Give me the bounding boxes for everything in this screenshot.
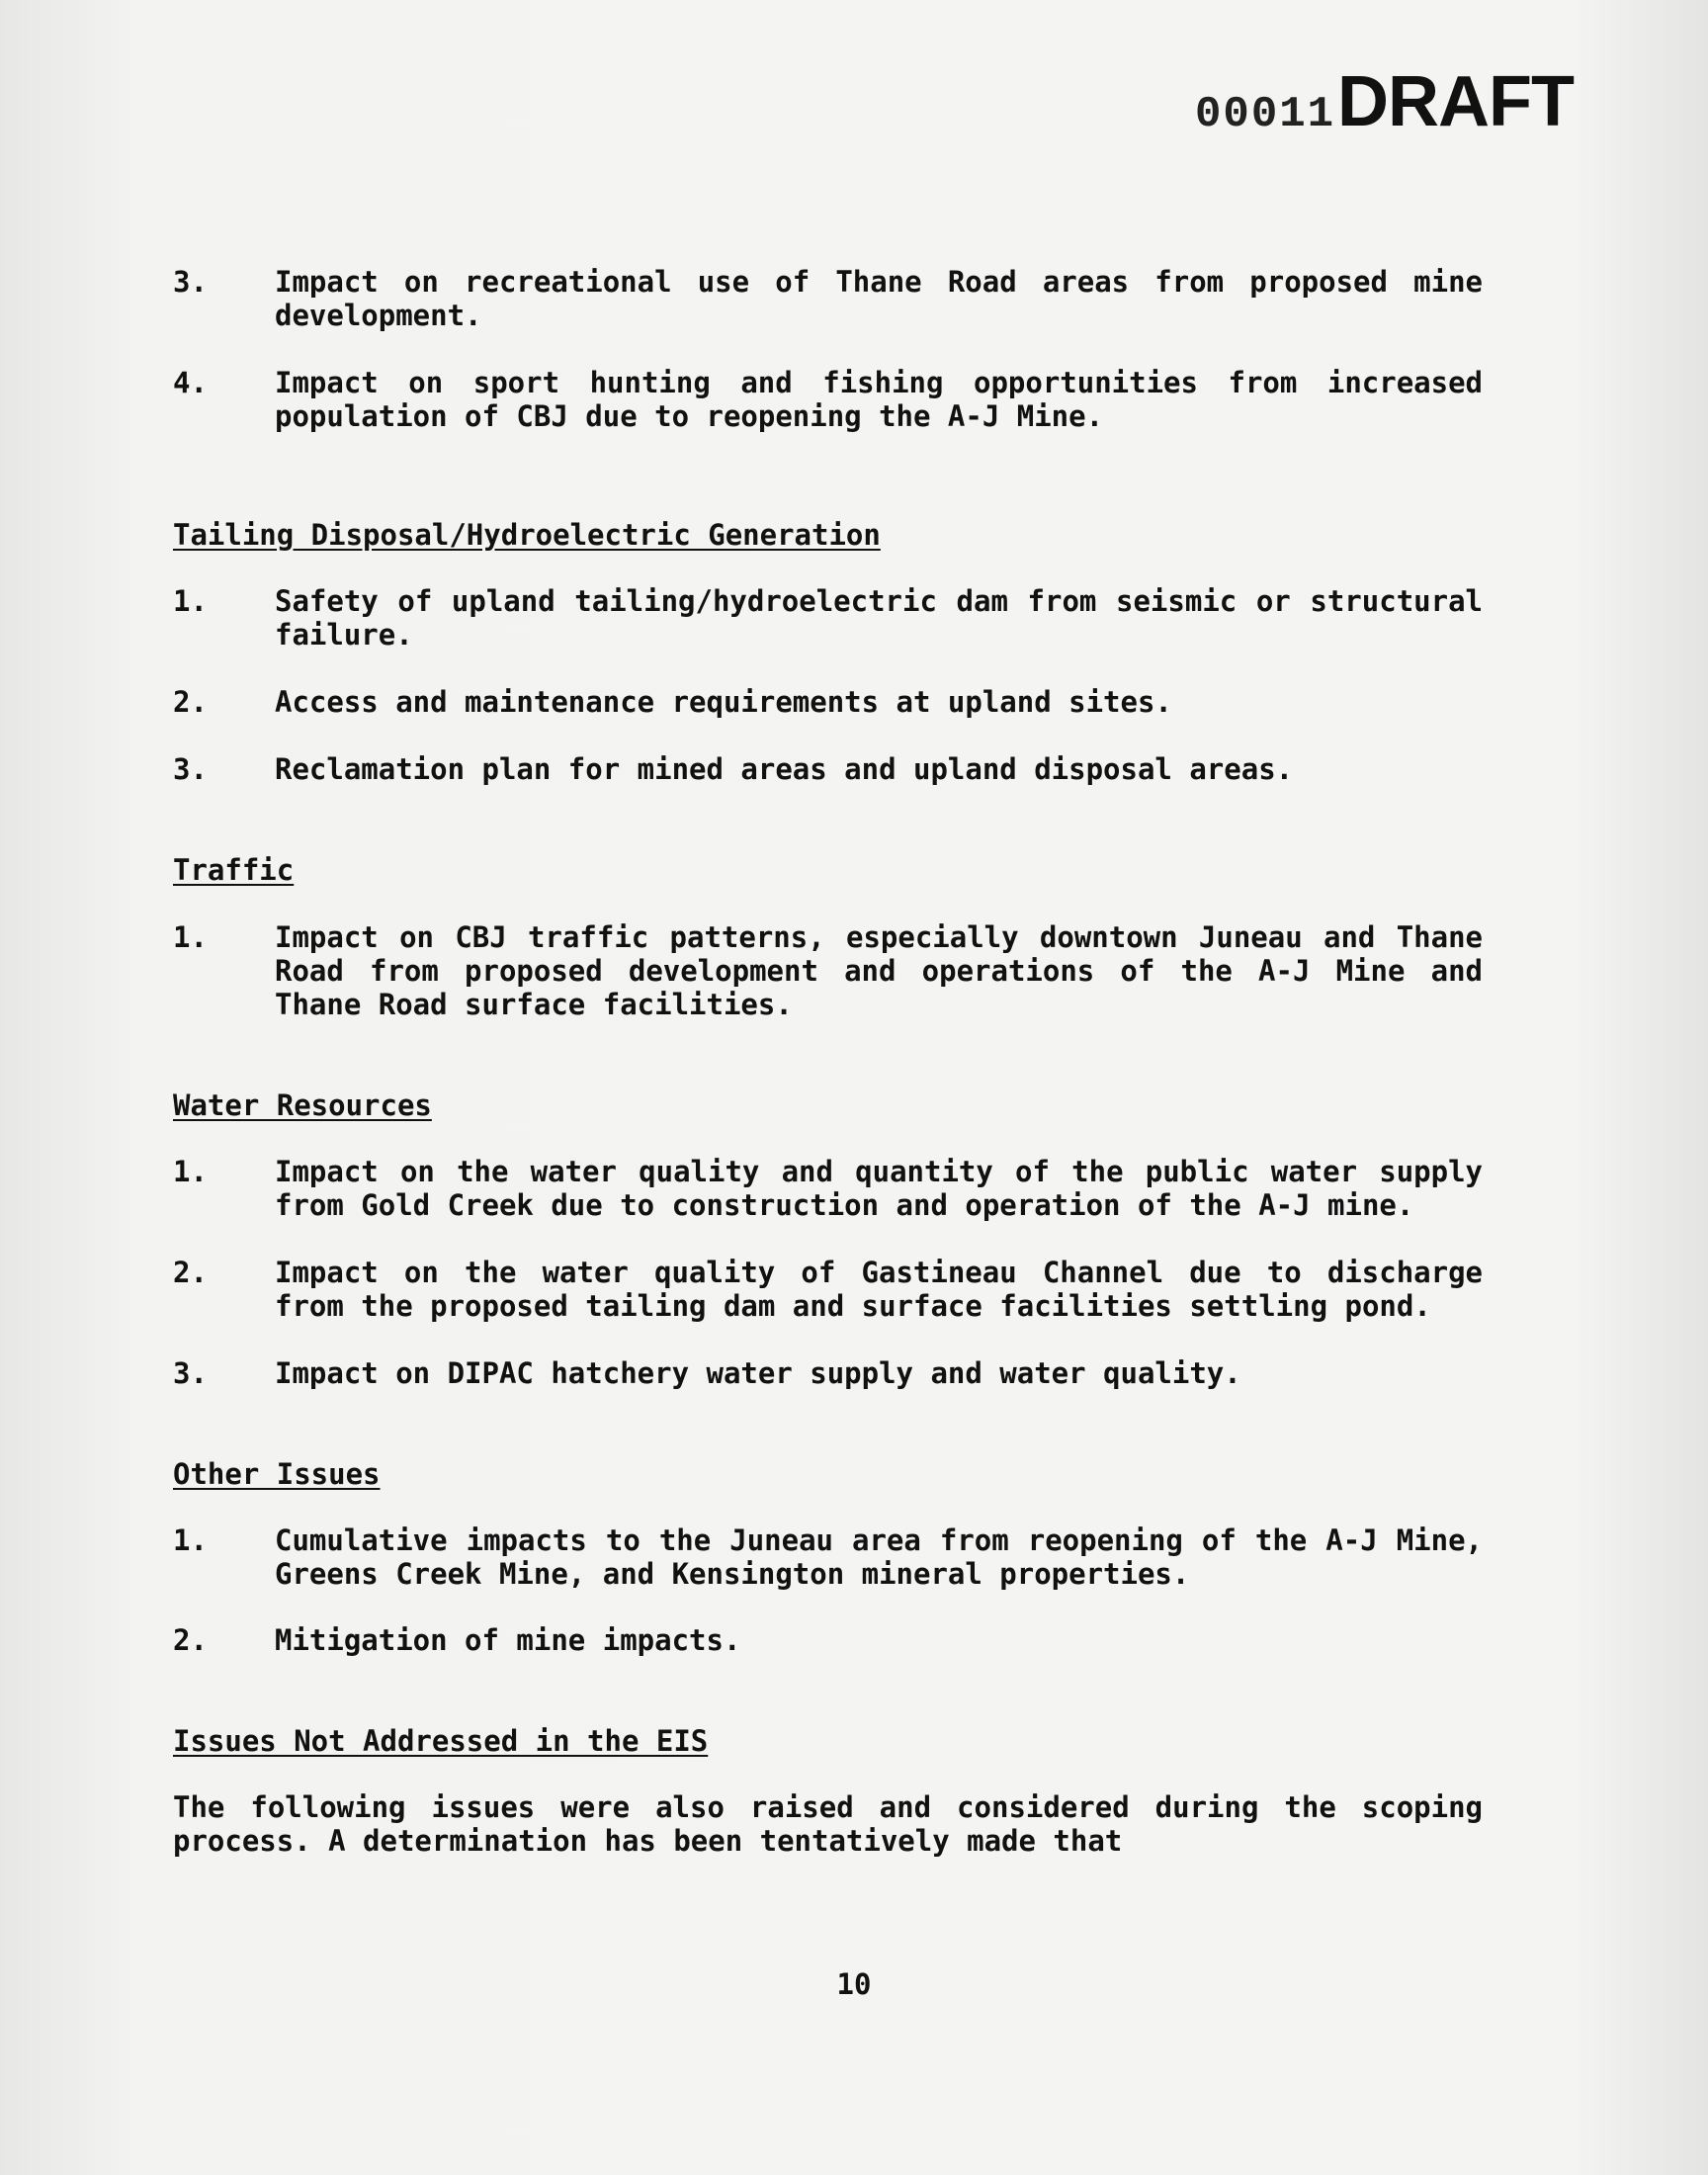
paragraph: The following issues were also raised and considered during the scoping process. A determination has been tentatively made that xyxy=(173,1790,1483,1858)
item-number: 2. xyxy=(173,1623,208,1657)
page-content xyxy=(173,265,1483,1858)
item-text: Reclamation plan for mined areas and upland disposal areas. xyxy=(275,752,1294,786)
item-number: 3. xyxy=(173,1356,208,1390)
item-text: Access and maintenance requirements at upland sites. xyxy=(275,685,1172,719)
section-heading-water: Water Resources xyxy=(173,1088,432,1122)
list-item xyxy=(173,1256,1483,1323)
section-heading-other: Other Issues xyxy=(173,1457,381,1491)
item-number: 3. xyxy=(173,752,208,786)
list-item xyxy=(173,265,1483,332)
section-heading-not-addressed: Issues Not Addressed in the EIS xyxy=(173,1724,709,1758)
list-item xyxy=(173,920,1483,1021)
section-heading-tailing: Tailing Disposal/Hydroelectric Generation xyxy=(173,518,881,552)
list-item xyxy=(173,685,1483,719)
item-text: Impact on recreational use of Thane Road areas from proposed mine development. xyxy=(275,265,1483,332)
item-text: Impact on sport hunting and fishing opportunities from increased population of CBJ due to reopening the A-J Mine. xyxy=(275,366,1483,433)
item-number: 2. xyxy=(173,685,208,719)
item-text: Impact on the water quality of Gastineau Channel due to discharge from the proposed tailing dam and surface facilities settling pond. xyxy=(275,1256,1483,1323)
item-text: Impact on the water quality and quantity of the public water supply from Gold Creek due to construction and operation of the A-J mine. xyxy=(275,1155,1483,1222)
item-number: 1. xyxy=(173,1523,208,1557)
item-number: 1. xyxy=(173,1155,208,1188)
list-item xyxy=(173,1523,1483,1591)
document-number: 00011 xyxy=(1195,90,1336,139)
list-item xyxy=(173,1623,1483,1657)
draft-label: DRAFT xyxy=(1337,62,1574,141)
list-item xyxy=(173,752,1483,786)
section-heading-traffic: Traffic xyxy=(173,853,295,887)
list-item xyxy=(173,1155,1483,1222)
item-text: Mitigation of mine impacts. xyxy=(275,1623,741,1657)
item-number: 1. xyxy=(173,584,208,618)
item-number: 4. xyxy=(173,366,208,399)
list-item xyxy=(173,366,1483,433)
page-number: 10 xyxy=(836,1967,872,2001)
draft-stamp xyxy=(1195,61,1574,142)
item-text: Impact on DIPAC hatchery water supply and water quality. xyxy=(275,1356,1241,1390)
list-item xyxy=(173,584,1483,652)
item-number: 3. xyxy=(173,265,208,299)
item-text: Impact on CBJ traffic patterns, especially downtown Juneau and Thane Road from proposed development and operations of the A-J Mine and Thane Road surface facilities. xyxy=(275,920,1483,1021)
item-number: 1. xyxy=(173,920,208,954)
item-text: Safety of upland tailing/hydroelectric dam from seismic or structural failure. xyxy=(275,584,1483,652)
item-text: Cumulative impacts to the Juneau area from reopening of the A-J Mine, Greens Creek Mine, and Kensington mineral properties. xyxy=(275,1523,1483,1591)
list-item xyxy=(173,1356,1483,1390)
item-number: 2. xyxy=(173,1256,208,1289)
